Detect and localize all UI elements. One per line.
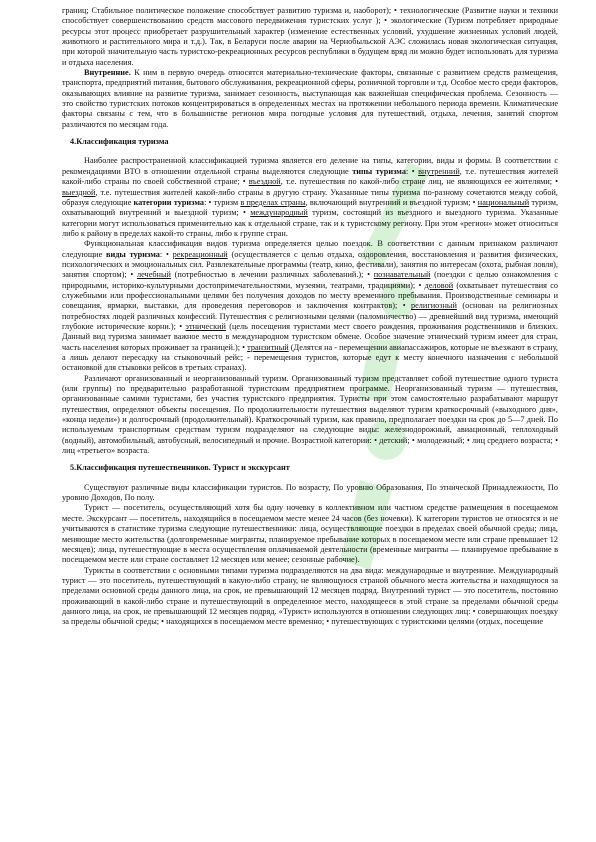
term-transit: транзитный	[247, 342, 289, 352]
term-outbound: выездной	[62, 187, 96, 197]
text-run: (цель посещения туристами мест своего рождения, проживания родственников и близких. Данный вид туризма занимает важное место в международном туристском обмене. Особое значение этнический туризм имеет для стран, часть населения которых проживает за границей.); •	[62, 321, 558, 352]
internal-lead: Внутренние.	[84, 68, 131, 78]
text-run: (осуществляется с целью отдыха, оздоровления, восстановления и развития физических, психологических и эмоциональных сил. Развлекательные программы (театр, кино, фестивали), занятия по интересам (охота, рыбная ловля), занятия спортом); •	[62, 249, 559, 280]
text-run: , т.е. путешествия жителей какой-либо страны в другую страну. Указанные типы туризма по-разному сочетаются между собой, образуя следующие	[62, 187, 558, 207]
section-heading-travelers: 5.Классификация путешественников. Турист и экскурсант	[70, 463, 290, 473]
section-heading-classification: 4.Классификация туризма	[70, 137, 169, 147]
paragraph-tourist-definition: Турист — посетитель, осуществляющий хотя бы одну ночевку в коллективном или частном средстве размещения в посещаемом месте. Экскурсант — посетитель, находящийся в посещаемом месте менее 24 часов (без ночевки). К категории туристов не относятся и не учитываются в статистике туризма следующие путешественники: лица, осуществляющие поездки в пределах своей обычной среды; лица, меняющие место жительства (долговременные мигранты, планируемое пребывание которых в посещаемом месте или стране превышает 12 месяцев); лица, путешествующие в места осуществления оплачиваемой деятельности (временные мигранты — планируемое пребывание в посещаемом месте или стране составляет 12 месяцев или менее; сезонные рабочие).	[62, 503, 558, 565]
text-run: (Делятся на - перемещении авиапассажиров, которые не въезжают в страну, а лишь делают пересадку на стыковочный рейс; - перемещения туристов, которые едут к месту конечного назначения с небольшой остановкой для стыковки рейсов в третьих странах).	[62, 342, 558, 373]
internal-text: К ним в первую очередь относятся материально-технические факторы, связанные с развитием средств размещения, транспорта, предприятий питания, бытового обслуживания, рекреационной сферы, розничной торговли и т.д. Особое место среди факторов, оказывающих влияние на развитие туризма, занимает сезонность, выступающая как важнейшая специфическая проблема. Сезонность — это свойство туристских потоков концентрироваться в определенных местах на протяжении небольшого периода времени. Климатические факторы связаны с тем, что в большинстве регионов мира погодные условия для путешествий, отдыха, лечения, занятий спортом различаются по месяцам года.	[62, 68, 558, 129]
text-run: (охватывает путешествия со служебными или профессиональными целями без получения доходов по месту временного пребывания. Производственные семинары и совещания, ярмарки, выставки, для проведения переговоров и заключения контрактов); •	[62, 280, 558, 311]
term-kinds: виды туризма	[106, 249, 160, 259]
text-run: , т.е. путешествия жителей какой-либо страны по своей собственной стране; •	[62, 166, 558, 187]
paragraph-classification-kinds: Существуют различные виды классификации туристов. По возрасту, По уровню Образования, По этнической Принадлежности, По уровню Доходов, По полу.	[62, 482, 558, 503]
term-international: международный	[250, 208, 308, 218]
term-educational: познавательный	[373, 270, 431, 280]
term-internal: внутренний	[418, 166, 460, 176]
term-national: национальный	[477, 197, 530, 207]
text-run: (основан на религиозных потребностях людей различных конфессий. Путешествия с религиозными целями (паломничество) — древнейший вид туризма, имеющий глубокие исторические корни.); •	[62, 301, 558, 331]
text-run: (поездки с целью ознакомления с природными, историко-культурными достопримечательностями, музеями, театрами, традициями); •	[62, 270, 559, 290]
text-run: туризм, охватывающий внутренний и выездной туризм; •	[62, 197, 559, 218]
text-run: (потребностью в лечении различных заболеваний.); •	[170, 270, 374, 280]
paragraph-international-domestic: Туристы в соответствии с основными типами туризма подразделяются на два вида: международные и внутренние. Международный турист — это посетитель, путешествующий в какую-либо страну, не являющуюся страной обычного места жительства и находящуюся за пределами основной среды данного лица, на срок, не превышающий 12 месяцев подряд. Внутренний турист — это посетитель, постоянно проживающий в какой-либо стране и путешествующий в определенное место, находящееся в этой стране за пределами обычной среды данного лица, на срок, не превышающий 12 месяцев подряд. «Турист» используются в отношении следующих лиц: • совершающих поездку за пределы обычной среды; • находящихся в посещаемом месте временно; • путешествующих с туристскими целями (отдых, посещение	[62, 565, 558, 627]
paragraph-internal-factors	[62, 68, 558, 130]
text-run: Наиболее распространенной классификацией туризма является его деление на типы, категории, виды и формы. В соответствии с рекомендациями ВТО в отношении отдельной страны выделяются следующие	[62, 156, 558, 176]
term-business: деловой	[424, 280, 454, 290]
paragraph-factors-external: границ; Стабильное политическое положение способствует развитию туризма и, наоборот); • технологические (Развитие науки и техники способствует совершенствованию средств массового передвижения туристских услуг ); • экологические (Туризм потребляет природные ресурсы этот процесс приобретает разрушительный характер (изменение естественных условий, ухудшение жизненных условий людей, животного и растительного мира и т.д.). Так, в Беларуси после аварии на Чернобыльской АЭС сложилась новая экологическая ситуация, при которой значительную часть туристско-рекреационных ресурсов республики в будущем вряд ли можно будет использовать для туризма и отдыха населения.	[62, 6, 558, 67]
paragraph-organized-tourism: Различают организованный и неорганизованный туризм. Организованный туризм представляет собой путешествие одного туриста (или группы) по предварительно разработанной туристским предприятием программе. Неорганизованный туризм — путешествия, организованные самими туристами, без участия туристского предприятия. Туристы при этом самостоятельно разрабатывают маршрут путешествия, определяют объекты посещения. По продолжительности путешествия выделяют туризм краткосрочный («выходного дня», «конца недели») и долгосрочный (продолжительный). Краткосрочный туризм, как правило, предполагает поездки на срок до 5—7 дней. По используемым транспортным средствам туризм подразделяют на следующие виды: железнодорожный, авиационный, теплоходный (водный), автомобильный, автобусный, велосипедный и прочие. Возрастной категории: • детский; • молодежный; • лиц среднего возраста; • лиц «третьего» возраста.	[62, 373, 558, 456]
term-categories: категории туризма	[133, 197, 205, 207]
document-page	[62, 6, 558, 628]
term-types: типы туризма	[352, 166, 406, 176]
term-domestic: в пределах страны	[240, 197, 306, 207]
text-run: : • туризм	[204, 197, 241, 207]
text-run: : •	[159, 249, 173, 259]
paragraph-functional-kinds	[62, 239, 558, 373]
text-run: туризм, состоящий из въездного и выездного туризма. Указанные категории могут использоваться применительно как к отдельной стране, так и к туристскому региону. При этом «регион» может относиться либо к району в пределах какой-то страны, либо к группе стран.	[62, 208, 558, 238]
text-run: : •	[405, 166, 419, 176]
term-religious: религиозный	[411, 301, 457, 311]
term-recreational: рекреационный	[172, 249, 228, 259]
text-run: , т.е. путешествия по какой-либо стране лиц, не являющихся ее жителями; •	[280, 177, 558, 187]
text-run: Функциональная классификация видов туризма определяется целью поездок. В соответствии с данным признаком различают следующие	[62, 239, 558, 259]
text-run: , включающий внутренний и въездной туризм; •	[305, 197, 478, 207]
term-inbound: въездной	[248, 177, 281, 187]
paragraph-types-categories	[62, 156, 558, 239]
term-ethnic: этнический	[185, 321, 226, 331]
term-medical: лечебный	[136, 270, 171, 280]
